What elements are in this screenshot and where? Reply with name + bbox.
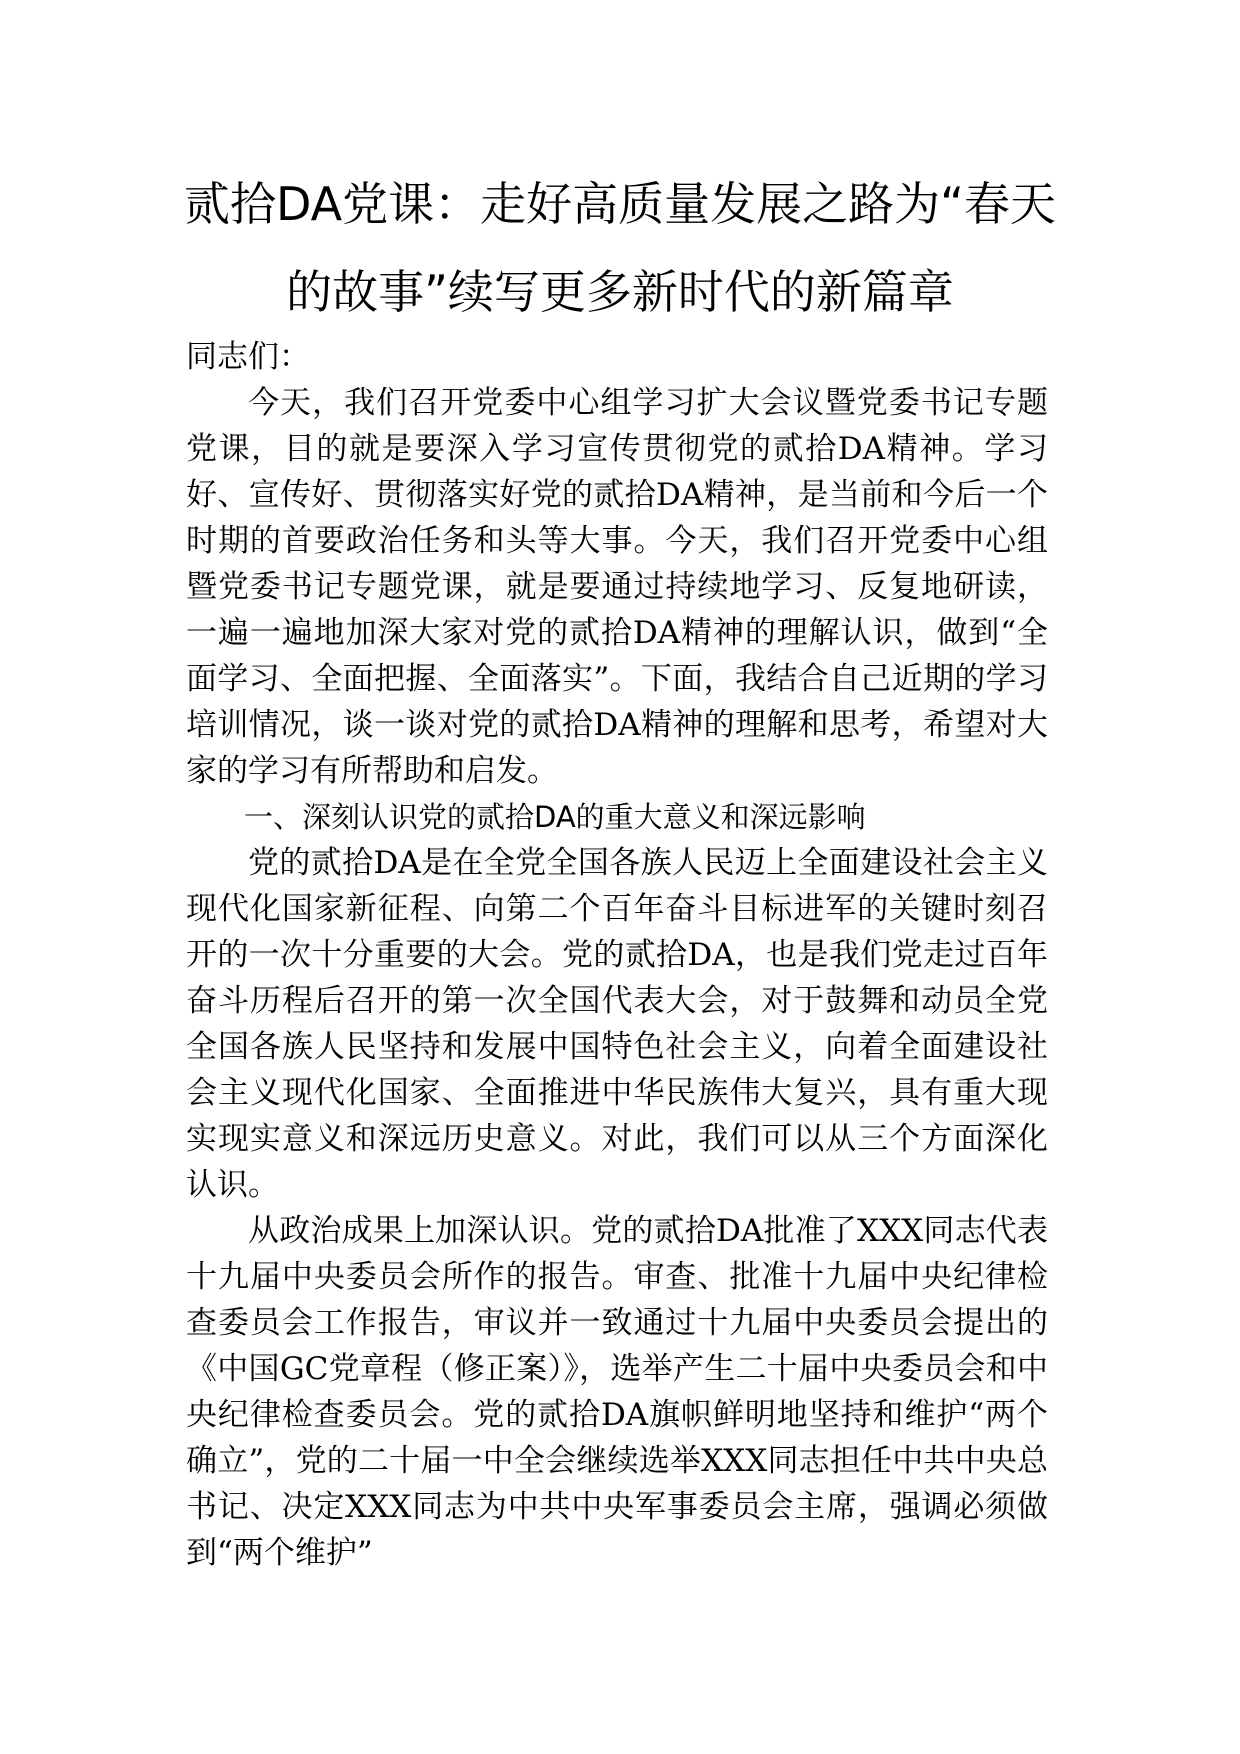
- salutation: 同志们：: [186, 339, 310, 375]
- intro-paragraph: 今天，我们召开党委中心组学习扩大会议暨党委书记专题党课，目的就是要深入学习宣传贯彻党的贰拾DA精神。学习好、宣传好、贯彻落实好党的贰拾DA精神，是当前和今后一个时期的首要政治任务和头等大事。今天，我们召开党委中心组暨党委书记专题党课，就是要通过持续地学习、反复地研读，一遍一遍地加深大家对党的贰拾DA精神的理解认识，做到“全面学习、全面把握、全面落实”。下面，我结合自己近期的学习培训情况，谈一谈对党的贰拾DA精神的理解和思考，希望对大家的学习有所帮助和启发。: [186, 385, 1048, 789]
- document-title: 贰拾DA党课：走好高质量发展之路为“春天的故事”续写更多新时代的新篇章: [184, 177, 1056, 319]
- section-paragraph-2: 从政治成果上加深认识。党的贰拾DA批准了XXX同志代表十九届中央委员会所作的报告。审查、批准十九届中央纪律检查委员会工作报告，审议并一致通过十九届中央委员会提出的《中国GC党章程（修正案）》，选举产生二十届中央委员会和中央纪律检查委员会。党的贰拾DA旗帜鲜明地坚持和维护“两个确立”，党的二十届一中全会继续选举XXX同志担任中共中央总书记、决定XXX同志为中共中央军事委员会主席，强调必须做到“两个维护”: [186, 1213, 1048, 1571]
- document-body: [186, 334, 1048, 1576]
- section-paragraph-1: 党的贰拾DA是在全党全国各族人民迈上全面建设社会主义现代化国家新征程、向第二个百年奋斗目标进军的关键时刻召开的一次十分重要的大会。党的贰拾DA，也是我们党走过百年奋斗历程后召开的第一次全国代表大会，对于鼓舞和动员全党全国各族人民坚持和发展中国特色社会主义，向着全面建设社会主义现代化国家、全面推进中华民族伟大复兴，具有重大现实现实意义和深远历史意义。对此，我们可以从三个方面深化认识。: [186, 845, 1048, 1203]
- section-heading: 一、深刻认识党的贰拾DA的重大意义和深远影响: [244, 800, 866, 834]
